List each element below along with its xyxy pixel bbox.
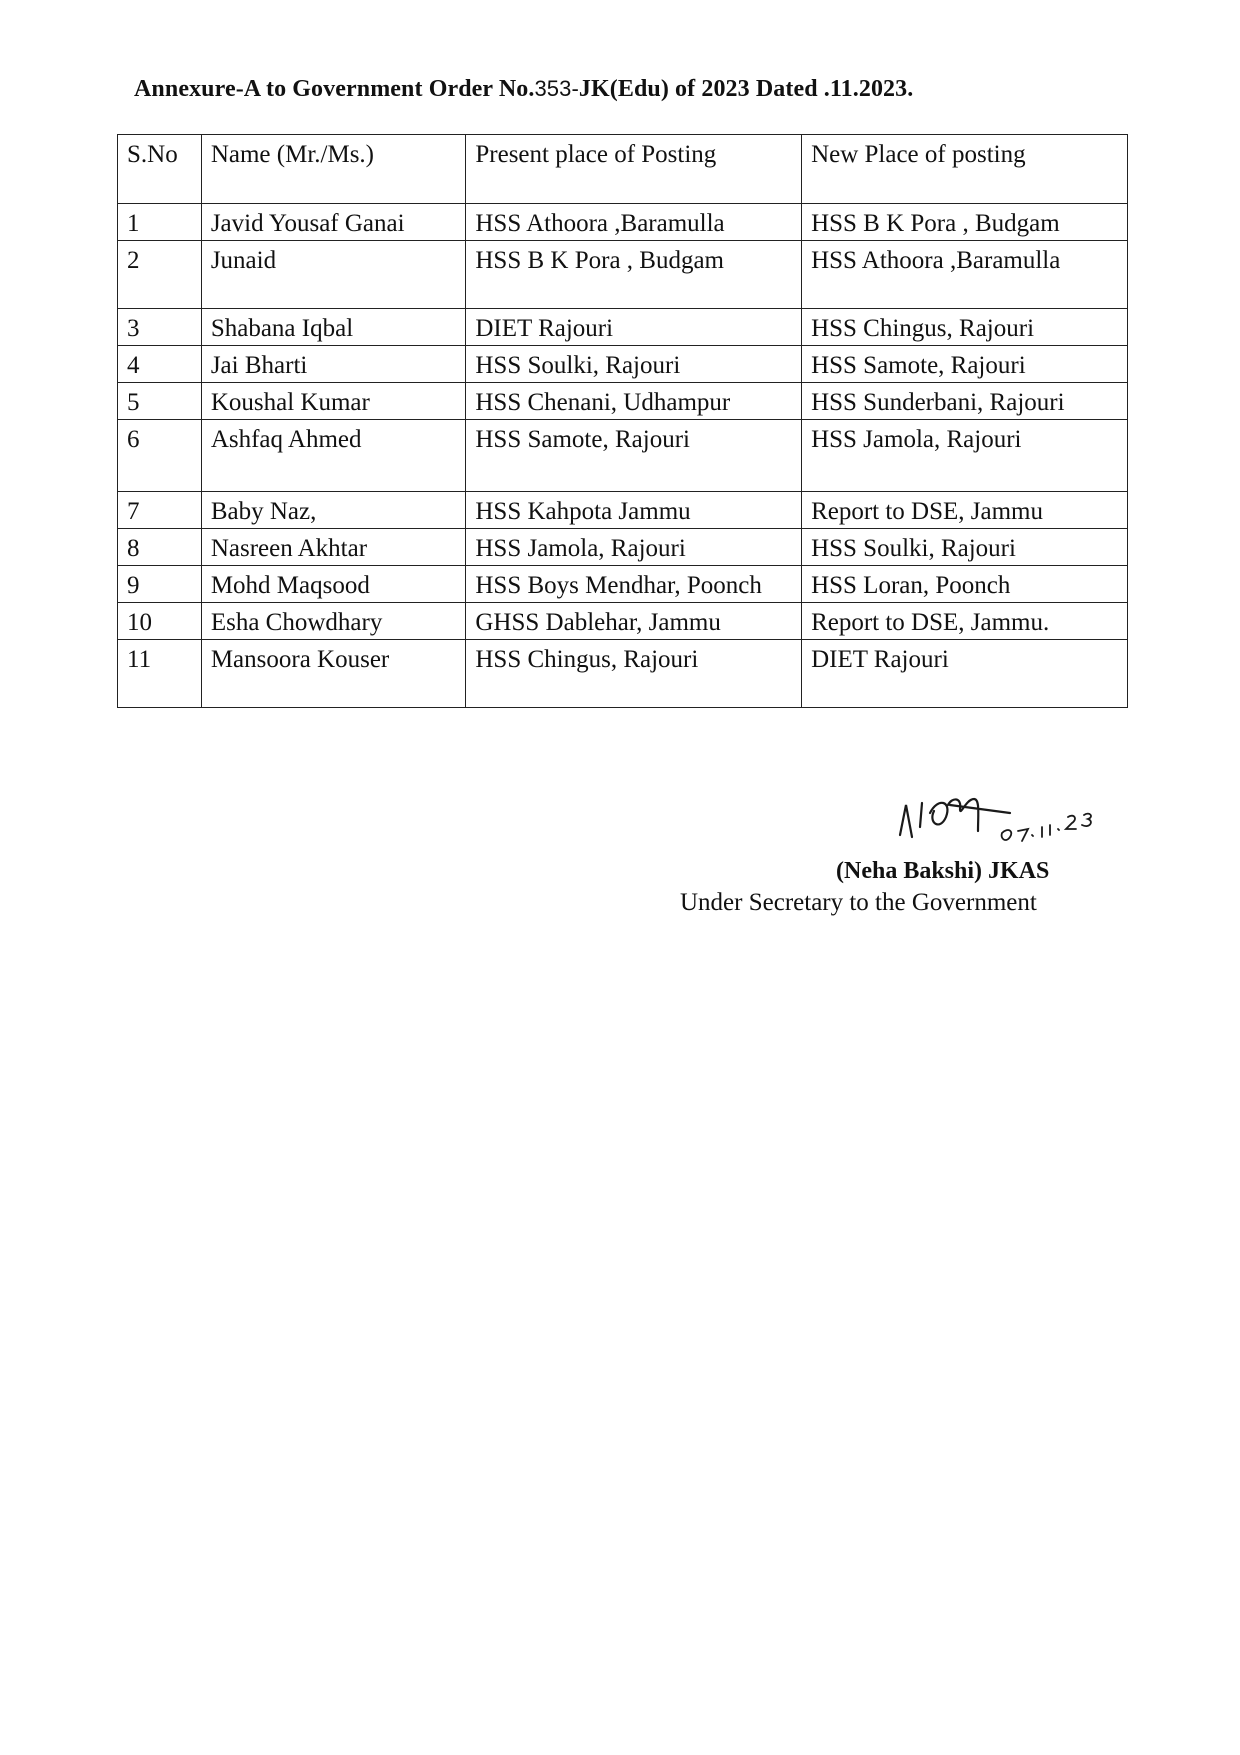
table-body: [118, 204, 1128, 708]
handwritten-signature: [890, 775, 1120, 855]
cell-present-posting: HSS Jamola, Rajouri: [466, 529, 802, 566]
cell-name: Jai Bharti: [201, 346, 466, 383]
table-row: [118, 529, 1128, 566]
cell-new-posting: Report to DSE, Jammu.: [802, 603, 1128, 640]
table-row: [118, 492, 1128, 529]
table-row: [118, 566, 1128, 603]
cell-new-posting: HSS Samote, Rajouri: [802, 346, 1128, 383]
cell-new-posting: HSS Sunderbani, Rajouri: [802, 383, 1128, 420]
cell-name: Nasreen Akhtar: [201, 529, 466, 566]
cell-name: Mohd Maqsood: [201, 566, 466, 603]
signatory-name: (Neha Bakshi) JKAS: [836, 858, 1050, 884]
table-row: [118, 420, 1128, 492]
header-name: Name (Mr./Ms.): [201, 135, 466, 204]
table-row: [118, 241, 1128, 309]
table-row: [118, 383, 1128, 420]
cell-sno: 3: [118, 309, 202, 346]
cell-new-posting: Report to DSE, Jammu: [802, 492, 1128, 529]
cell-sno: 11: [118, 640, 202, 708]
cell-name: Junaid: [201, 241, 466, 309]
cell-present-posting: HSS Boys Mendhar, Poonch: [466, 566, 802, 603]
table-row: [118, 346, 1128, 383]
cell-name: Koushal Kumar: [201, 383, 466, 420]
document-heading: [134, 76, 913, 103]
cell-present-posting: DIET Rajouri: [466, 309, 802, 346]
table-row: [118, 640, 1128, 708]
table-row: [118, 204, 1128, 241]
cell-present-posting: HSS Chenani, Udhampur: [466, 383, 802, 420]
cell-new-posting: DIET Rajouri: [802, 640, 1128, 708]
cell-sno: 2: [118, 241, 202, 309]
cell-present-posting: HSS Kahpota Jammu: [466, 492, 802, 529]
cell-name: Baby Naz,: [201, 492, 466, 529]
cell-new-posting: HSS Loran, Poonch: [802, 566, 1128, 603]
header-sno: S.No: [118, 135, 202, 204]
signatory-designation: Under Secretary to the Government: [680, 889, 1037, 916]
cell-sno: 1: [118, 204, 202, 241]
cell-new-posting: HSS B K Pora , Budgam: [802, 204, 1128, 241]
heading-suffix: JK(Edu) of 2023 Dated .11.2023.: [578, 76, 914, 102]
heading-prefix: Annexure-A to Government Order No.: [134, 76, 535, 102]
cell-present-posting: GHSS Dablehar, Jammu: [466, 603, 802, 640]
cell-sno: 8: [118, 529, 202, 566]
transfer-table: [117, 134, 1128, 708]
cell-name: Ashfaq Ahmed: [201, 420, 466, 492]
table-row: [118, 603, 1128, 640]
cell-new-posting: HSS Jamola, Rajouri: [802, 420, 1128, 492]
cell-sno: 5: [118, 383, 202, 420]
header-present-posting: Present place of Posting: [466, 135, 802, 204]
cell-new-posting: HSS Athoora ,Baramulla: [802, 241, 1128, 309]
cell-new-posting: HSS Chingus, Rajouri: [802, 309, 1128, 346]
cell-present-posting: HSS B K Pora , Budgam: [466, 241, 802, 309]
header-new-posting: New Place of posting: [802, 135, 1128, 204]
cell-sno: 4: [118, 346, 202, 383]
cell-new-posting: HSS Soulki, Rajouri: [802, 529, 1128, 566]
cell-name: Mansoora Kouser: [201, 640, 466, 708]
table-header-row: [118, 135, 1128, 204]
order-number: 353-: [534, 76, 579, 101]
cell-name: Shabana Iqbal: [201, 309, 466, 346]
cell-present-posting: HSS Soulki, Rajouri: [466, 346, 802, 383]
table-row: [118, 309, 1128, 346]
cell-present-posting: HSS Athoora ,Baramulla: [466, 204, 802, 241]
cell-sno: 7: [118, 492, 202, 529]
cell-sno: 6: [118, 420, 202, 492]
cell-present-posting: HSS Samote, Rajouri: [466, 420, 802, 492]
cell-present-posting: HSS Chingus, Rajouri: [466, 640, 802, 708]
cell-sno: 10: [118, 603, 202, 640]
cell-name: Esha Chowdhary: [201, 603, 466, 640]
cell-sno: 9: [118, 566, 202, 603]
cell-name: Javid Yousaf Ganai: [201, 204, 466, 241]
